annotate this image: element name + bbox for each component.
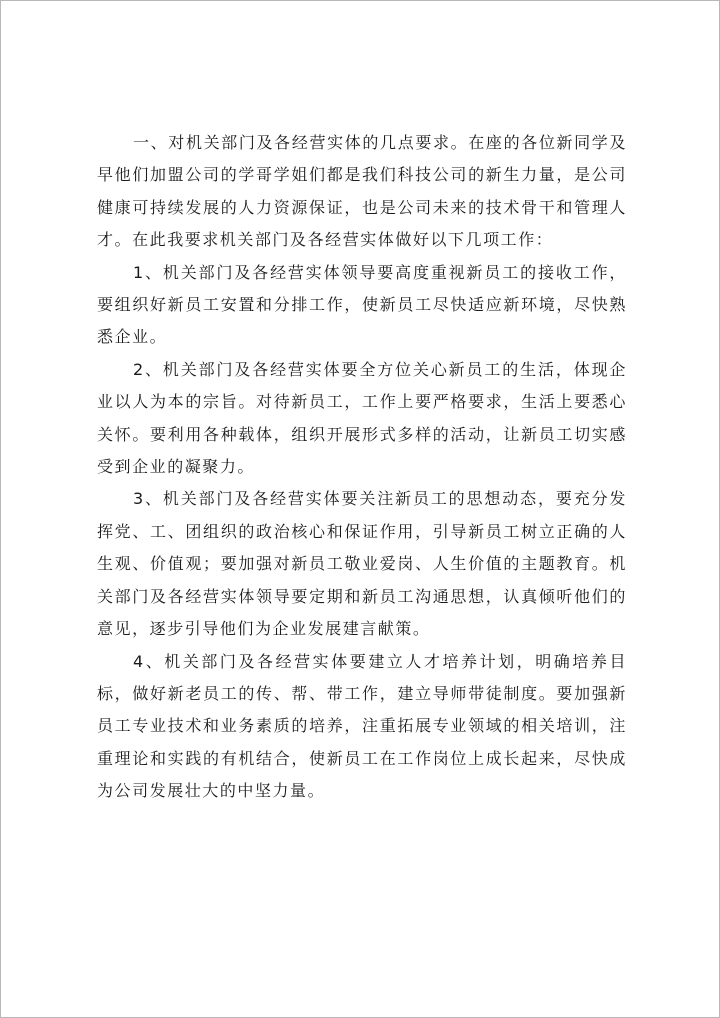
paragraph-intro: 一、对机关部门及各经营实体的几点要求。在座的各位新同学及早他们加盟公司的学哥学姐们都是我们科技公司的新生力量，是公司健康可持续发展的人力资源保证，也是公司未来的技术骨干和管理人才。在此我要求机关部门及各经营实体做好以下几项工作：	[97, 133, 627, 250]
paragraph-item-4: 4、机关部门及各经营实体要建立人才培养计划，明确培养目标，做好新老员工的传、帮、带工作，建立导师带徒制度。要加强新员工专业技术和业务素质的培养，注重拓展专业领域的相关培训，注重理论和实践的有机结合，使新员工在工作岗位上成长起来，尽快成为公司发展壮大的中坚力量。	[97, 651, 627, 801]
paragraph-item-1: 1、机关部门及各经营实体领导要高度重视新员工的接收工作，要组织好新员工安置和分排工作，使新员工尽快适应新环境，尽快熟悉企业。	[97, 262, 627, 347]
document-body	[97, 127, 627, 808]
paragraph-item-3: 3、机关部门及各经营实体要关注新员工的思想动态，要充分发挥党、工、团组织的政治核心和保证作用，引导新员工树立正确的人生观、价值观；要加强对新员工敬业爱岗、人生价值的主题教育。机关部门及各经营实体领导要定期和新员工沟通思想，认真倾听他们的意见，逐步引导他们为企业发展建言献策。	[97, 489, 627, 639]
paragraph-item-2: 2、机关部门及各经营实体要全方位关心新员工的生活，体现企业以人为本的宗旨。对待新员工，工作上要严格要求，生活上要悉心关怀。要利用各种载体，组织开展形式多样的活动，让新员工切实感受到企业的凝聚力。	[97, 359, 627, 477]
